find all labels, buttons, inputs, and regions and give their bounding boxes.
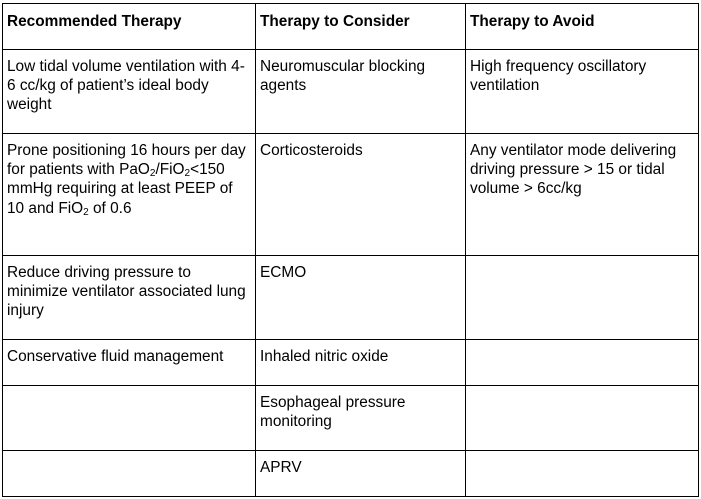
cell-recommended bbox=[3, 134, 256, 256]
cell-avoid: High frequency oscillatory ventilation bbox=[466, 50, 699, 134]
cell-text: <150 mmHg requiring at least PEEP of 10 and FiO bbox=[7, 161, 233, 217]
cell-consider: Esophageal pressure monitoring bbox=[256, 386, 466, 451]
table-row bbox=[3, 134, 699, 256]
cell-consider: Neuromuscular blocking agents bbox=[256, 50, 466, 134]
cell-recommended: Low tidal volume ventilation with 4-6 cc/kg of patient’s ideal body weight bbox=[3, 50, 256, 134]
subscript: 2 bbox=[83, 206, 89, 218]
header-therapy-to-consider: Therapy to Consider bbox=[256, 4, 466, 50]
cell-consider: ECMO bbox=[256, 256, 466, 340]
cell-avoid bbox=[466, 386, 699, 451]
table-header-row bbox=[3, 4, 699, 50]
therapy-table bbox=[2, 3, 699, 497]
cell-text: Prone positioning 16 hours per day for patients with PaO bbox=[7, 142, 246, 179]
subscript: 2 bbox=[184, 168, 191, 180]
table-row bbox=[3, 50, 699, 134]
cell-avoid bbox=[466, 451, 699, 497]
header-therapy-to-avoid: Therapy to Avoid bbox=[466, 4, 699, 50]
cell-avoid bbox=[466, 340, 699, 386]
cell-recommended bbox=[3, 451, 256, 497]
subscript: 2 bbox=[149, 168, 156, 180]
table-row bbox=[3, 386, 699, 451]
cell-consider: APRV bbox=[256, 451, 466, 497]
table-row bbox=[3, 256, 699, 340]
table-row bbox=[3, 340, 699, 386]
cell-recommended: Reduce driving pressure to minimize ventilator associated lung injury bbox=[3, 256, 256, 340]
cell-recommended: Conservative fluid management bbox=[3, 340, 256, 386]
cell-recommended bbox=[3, 386, 256, 451]
cell-avoid bbox=[466, 256, 699, 340]
cell-consider: Inhaled nitric oxide bbox=[256, 340, 466, 386]
table-row bbox=[3, 451, 699, 497]
cell-text: of 0.6 bbox=[88, 199, 132, 217]
cell-consider: Corticosteroids bbox=[256, 134, 466, 256]
cell-avoid: Any ventilator mode delivering driving pressure > 15 or tidal volume > 6cc/kg bbox=[466, 134, 699, 256]
cell-text: /FiO bbox=[155, 161, 185, 179]
header-recommended-therapy: Recommended Therapy bbox=[3, 4, 256, 50]
